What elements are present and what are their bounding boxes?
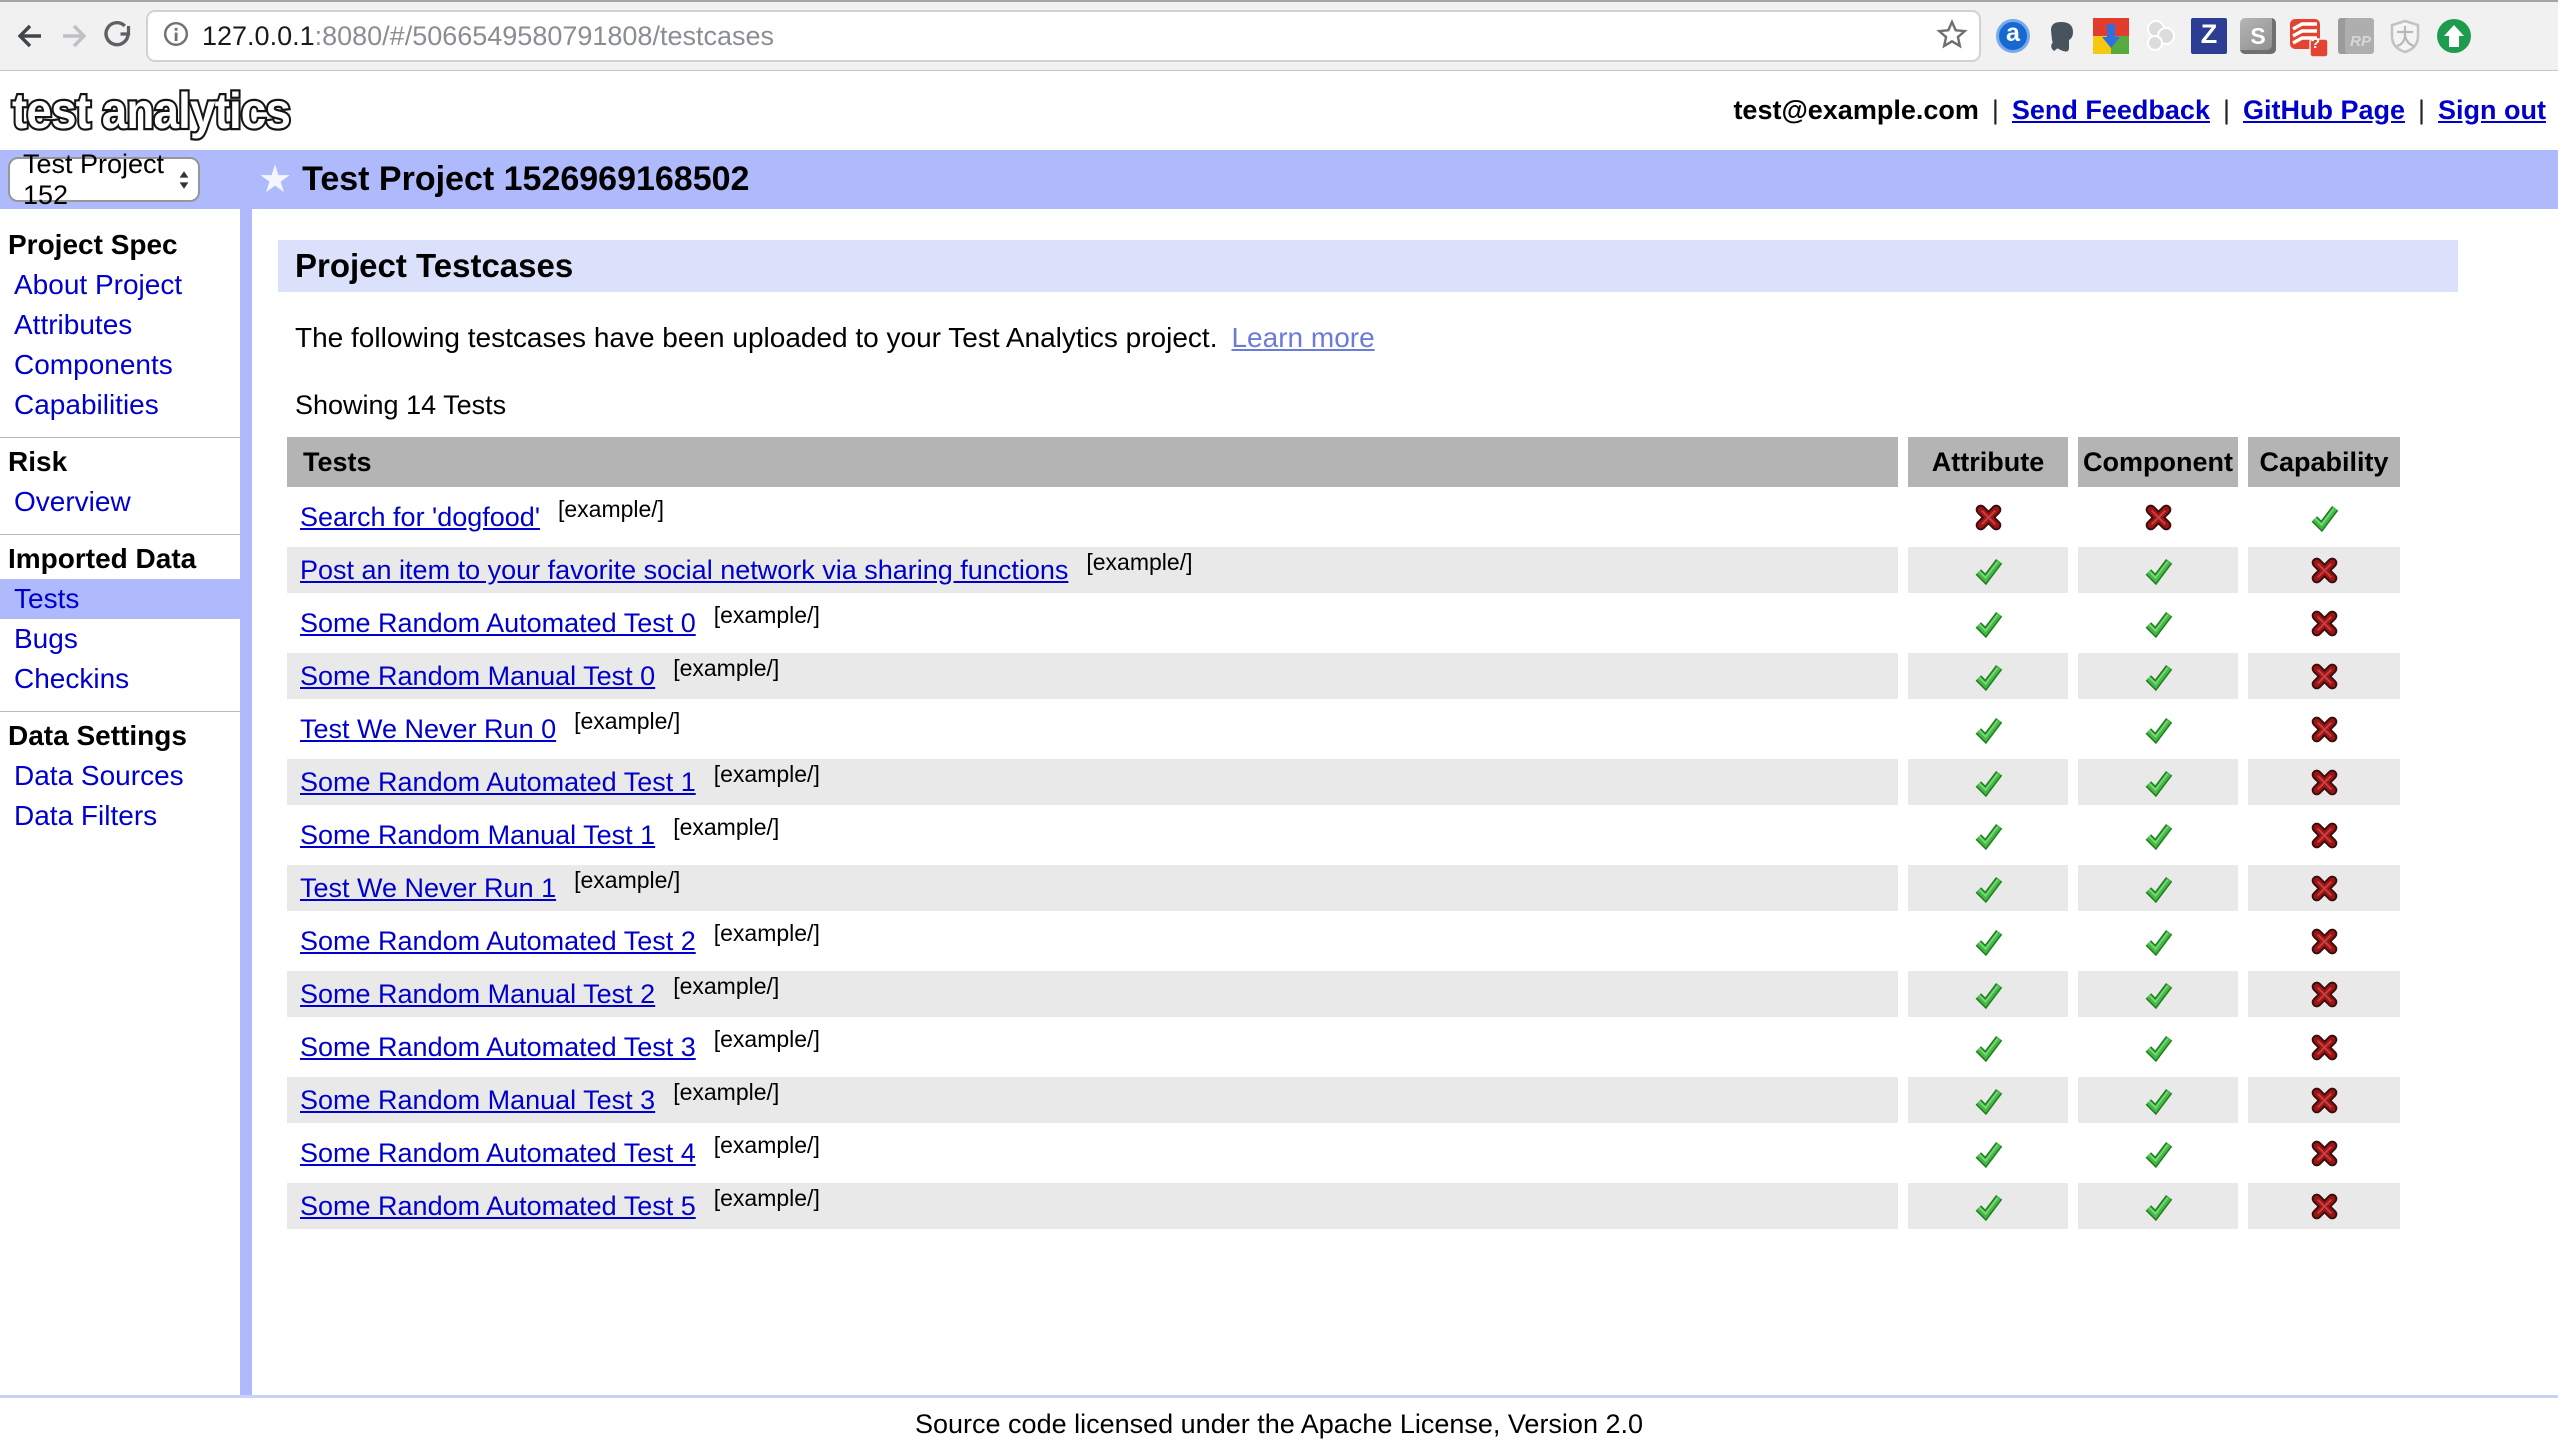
project-bar bbox=[0, 150, 2558, 209]
account-links bbox=[1733, 95, 2546, 126]
pass-check-icon bbox=[1973, 555, 2004, 586]
attribute-mark-cell bbox=[1908, 812, 2068, 858]
pass-check-icon bbox=[1973, 820, 2004, 851]
todoist-question-icon[interactable] bbox=[2289, 18, 2325, 54]
favorite-star-icon[interactable]: ★ bbox=[258, 158, 293, 201]
extension-toolbar bbox=[1995, 18, 2472, 54]
component-mark-cell bbox=[2078, 1130, 2238, 1176]
example-tag: [example/] bbox=[574, 866, 681, 893]
intro-text bbox=[295, 322, 2558, 354]
sidebar-item-data-filters[interactable]: Data Filters bbox=[14, 800, 158, 831]
pass-check-icon bbox=[2143, 1085, 2174, 1116]
url-path: :8080/#/5066549580791808/testcases bbox=[314, 20, 775, 51]
browser-chrome bbox=[0, 0, 2558, 71]
s-keycap-icon[interactable] bbox=[2240, 18, 2276, 54]
table-row bbox=[287, 759, 2400, 805]
pass-check-icon bbox=[1973, 608, 2004, 639]
download-manager-icon[interactable] bbox=[2093, 18, 2129, 54]
table-row bbox=[287, 600, 2400, 646]
fail-x-icon bbox=[2309, 767, 2340, 798]
capability-mark-cell bbox=[2248, 1024, 2400, 1070]
capability-mark-cell bbox=[2248, 759, 2400, 805]
pass-check-icon bbox=[1973, 767, 2004, 798]
separator: | bbox=[1991, 95, 1999, 125]
intro-sentence: The following testcases have been uploaded to your Test Analytics project. bbox=[295, 322, 1218, 353]
testcase-name-cell bbox=[287, 1077, 1898, 1123]
testcase-name-cell bbox=[287, 547, 1898, 593]
testcase-link[interactable]: Some Random Automated Test 3 bbox=[300, 1031, 696, 1062]
app-header bbox=[0, 71, 2558, 150]
fail-x-icon bbox=[2309, 1191, 2340, 1222]
table-row bbox=[287, 706, 2400, 752]
capability-mark-cell bbox=[2248, 812, 2400, 858]
component-mark-cell bbox=[2078, 1183, 2238, 1229]
example-tag: [example/] bbox=[713, 1131, 820, 1158]
testcase-name-cell bbox=[287, 494, 1898, 540]
tabs-cluster-icon[interactable] bbox=[2142, 18, 2178, 54]
fail-x-icon bbox=[2309, 926, 2340, 957]
zotero-icon-glyph: Z bbox=[2200, 19, 2218, 49]
capability-mark-cell bbox=[2248, 865, 2400, 911]
attribute-mark-cell bbox=[1908, 653, 2068, 699]
table-row bbox=[287, 547, 2400, 593]
user-email: test@example.com bbox=[1733, 95, 1979, 125]
column-header-attribute: Attribute bbox=[1908, 437, 2068, 487]
back-icon[interactable] bbox=[12, 18, 48, 54]
sidebar-item-about-project[interactable]: About Project bbox=[14, 269, 183, 300]
component-mark-cell bbox=[2078, 918, 2238, 964]
component-mark-cell bbox=[2078, 1024, 2238, 1070]
rp-book-icon-glyph: RP bbox=[2350, 33, 2371, 50]
example-tag: [example/] bbox=[557, 495, 665, 522]
pass-check-icon bbox=[2143, 979, 2174, 1010]
sidebar-item-checkins[interactable]: Checkins bbox=[14, 663, 130, 694]
amazon-assistant-icon-glyph: a bbox=[2006, 19, 2020, 47]
testcase-link[interactable]: Search for 'dogfood' bbox=[300, 501, 540, 532]
pass-check-icon bbox=[2309, 502, 2340, 533]
testcase-link[interactable]: Some Random Manual Test 2 bbox=[300, 978, 656, 1009]
example-tag: [example/] bbox=[713, 1184, 820, 1211]
reload-icon[interactable] bbox=[100, 18, 136, 54]
testcase-link[interactable]: Some Random Automated Test 5 bbox=[300, 1190, 696, 1221]
component-mark-cell bbox=[2078, 494, 2238, 540]
column-header-capability: Capability bbox=[2248, 437, 2400, 487]
sign-out-link[interactable]: Sign out bbox=[2438, 95, 2546, 125]
attribute-mark-cell bbox=[1908, 1077, 2068, 1123]
capability-mark-cell bbox=[2248, 1130, 2400, 1176]
capability-mark-cell bbox=[2248, 971, 2400, 1017]
sidebar-item-attributes[interactable]: Attributes bbox=[14, 309, 133, 340]
component-mark-cell bbox=[2078, 653, 2238, 699]
testcase-link[interactable]: Test We Never Run 1 bbox=[300, 872, 557, 903]
table-header-row bbox=[287, 437, 2400, 487]
capability-mark-cell bbox=[2248, 653, 2400, 699]
s-keycap-icon-glyph: S bbox=[2250, 22, 2266, 49]
attribute-mark-cell bbox=[1908, 1130, 2068, 1176]
pass-check-icon bbox=[1973, 873, 2004, 904]
fail-x-icon bbox=[2309, 1138, 2340, 1169]
component-mark-cell bbox=[2078, 547, 2238, 593]
sidebar-item-overview[interactable]: Overview bbox=[14, 486, 131, 517]
table-row bbox=[287, 812, 2400, 858]
attribute-mark-cell bbox=[1908, 1183, 2068, 1229]
example-tag: [example/] bbox=[713, 760, 820, 787]
github-page-link[interactable]: GitHub Page bbox=[2242, 95, 2405, 125]
url-host: 127.0.0.1 bbox=[202, 20, 315, 51]
testcase-name-cell bbox=[287, 600, 1898, 646]
example-tag: [example/] bbox=[673, 654, 780, 681]
testcase-name-cell bbox=[287, 971, 1898, 1017]
testcases-table bbox=[277, 430, 2410, 1236]
sidebar-item-components[interactable]: Components bbox=[14, 349, 173, 380]
sidebar-section-imported-data: Imported Data bbox=[8, 543, 197, 574]
capability-mark-cell bbox=[2248, 600, 2400, 646]
example-tag: [example/] bbox=[713, 919, 820, 946]
sidebar-item-tests[interactable]: Tests bbox=[0, 579, 252, 619]
alipay-shield-icon[interactable] bbox=[2387, 18, 2423, 54]
browser-nav bbox=[0, 18, 136, 54]
pass-check-icon bbox=[1973, 979, 2004, 1010]
fail-x-icon bbox=[2309, 1032, 2340, 1063]
testcase-name-cell bbox=[287, 1024, 1898, 1070]
component-mark-cell bbox=[2078, 865, 2238, 911]
example-tag: [example/] bbox=[713, 1025, 820, 1052]
project-selector-value: Test Project 152 bbox=[23, 148, 165, 210]
bookmark-star-icon[interactable] bbox=[1935, 17, 1969, 56]
amazon-assistant-icon[interactable] bbox=[1995, 18, 2031, 54]
license-text: Source code licensed under the Apache License, Version 2.0 bbox=[915, 1409, 1643, 1439]
pass-check-icon bbox=[2143, 608, 2174, 639]
pass-check-icon bbox=[2143, 873, 2174, 904]
testcase-link[interactable]: Post an item to your favorite social network via sharing functions bbox=[300, 554, 1069, 585]
pass-check-icon bbox=[1973, 1085, 2004, 1116]
pass-check-icon bbox=[2143, 820, 2174, 851]
fail-x-icon bbox=[2309, 873, 2340, 904]
learn-more-link[interactable]: Learn more bbox=[1231, 322, 1375, 353]
fail-x-icon bbox=[2309, 555, 2340, 586]
select-arrows-icon bbox=[178, 166, 190, 194]
top-arrow-icon[interactable] bbox=[2436, 18, 2472, 54]
testcase-link[interactable]: Some Random Manual Test 3 bbox=[300, 1084, 656, 1115]
testcase-link[interactable]: Some Random Automated Test 2 bbox=[300, 925, 696, 956]
table-row bbox=[287, 1183, 2400, 1229]
capability-mark-cell bbox=[2248, 547, 2400, 593]
pass-check-icon bbox=[1973, 926, 2004, 957]
pass-check-icon bbox=[1973, 1032, 2004, 1063]
fail-x-icon bbox=[2309, 1085, 2340, 1116]
sidebar bbox=[0, 209, 252, 1395]
fail-x-icon bbox=[2309, 714, 2340, 745]
attribute-mark-cell bbox=[1908, 494, 2068, 540]
testcase-name-cell bbox=[287, 1183, 1898, 1229]
separator: | bbox=[2222, 95, 2230, 125]
table-row bbox=[287, 1130, 2400, 1176]
testcase-name-cell bbox=[287, 759, 1898, 805]
pass-check-icon bbox=[1973, 1138, 2004, 1169]
component-mark-cell bbox=[2078, 600, 2238, 646]
testcase-link[interactable]: Some Random Automated Test 4 bbox=[300, 1137, 696, 1168]
component-mark-cell bbox=[2078, 971, 2238, 1017]
evernote-icon[interactable] bbox=[2044, 18, 2080, 54]
project-selector[interactable] bbox=[8, 148, 200, 210]
fail-x-icon bbox=[2309, 608, 2340, 639]
rp-book-icon[interactable] bbox=[2338, 18, 2374, 54]
separator: | bbox=[2418, 95, 2426, 125]
pass-check-icon bbox=[2143, 767, 2174, 798]
pass-check-icon bbox=[2143, 926, 2174, 957]
forward-icon[interactable] bbox=[56, 18, 92, 54]
sidebar-section-risk: Risk bbox=[8, 446, 68, 477]
table-row bbox=[287, 653, 2400, 699]
url-bar[interactable] bbox=[146, 10, 1981, 62]
testcase-name-cell bbox=[287, 706, 1898, 752]
example-tag: [example/] bbox=[713, 601, 820, 628]
attribute-mark-cell bbox=[1908, 971, 2068, 1017]
todoist-question-icon-glyph: ? bbox=[2310, 35, 2321, 52]
component-mark-cell bbox=[2078, 812, 2238, 858]
pass-check-icon bbox=[2143, 1191, 2174, 1222]
page-title: Project Testcases bbox=[278, 240, 2458, 292]
capability-mark-cell bbox=[2248, 918, 2400, 964]
testcase-name-cell bbox=[287, 653, 1898, 699]
sidebar-section-data-settings: Data Settings bbox=[8, 720, 187, 751]
fail-x-icon bbox=[2309, 661, 2340, 692]
attribute-mark-cell bbox=[1908, 1024, 2068, 1070]
project-title: Test Project 1526969168502 bbox=[302, 160, 750, 198]
zotero-icon[interactable] bbox=[2191, 18, 2227, 54]
attribute-mark-cell bbox=[1908, 706, 2068, 752]
testcase-link[interactable]: Some Random Automated Test 1 bbox=[300, 766, 696, 797]
fail-x-icon bbox=[1973, 502, 2004, 533]
send-feedback-link[interactable]: Send Feedback bbox=[2011, 95, 2210, 125]
example-tag: [example/] bbox=[574, 707, 681, 734]
main-panel bbox=[252, 209, 2558, 1395]
pass-check-icon bbox=[2143, 1138, 2174, 1169]
sidebar-item-capabilities[interactable]: Capabilities bbox=[14, 389, 159, 420]
pass-check-icon bbox=[1973, 661, 2004, 692]
logo-text: test analytics bbox=[12, 82, 290, 139]
showing-count: Showing 14 Tests bbox=[295, 390, 507, 420]
attribute-mark-cell bbox=[1908, 918, 2068, 964]
sidebar-section-project-spec: Project Spec bbox=[8, 229, 178, 260]
page-footer bbox=[0, 1395, 2558, 1451]
attribute-mark-cell bbox=[1908, 759, 2068, 805]
sidebar-item-bugs[interactable]: Bugs bbox=[14, 623, 78, 654]
testcase-link[interactable]: Some Random Manual Test 0 bbox=[300, 660, 656, 691]
component-mark-cell bbox=[2078, 706, 2238, 752]
testcase-name-cell bbox=[287, 918, 1898, 964]
app-logo bbox=[8, 78, 308, 144]
fail-x-icon bbox=[2309, 979, 2340, 1010]
table-row bbox=[287, 971, 2400, 1017]
example-tag: [example/] bbox=[673, 813, 780, 840]
testcase-link[interactable]: Test We Never Run 0 bbox=[300, 713, 557, 744]
testcase-link[interactable]: Some Random Automated Test 0 bbox=[300, 607, 696, 638]
pass-check-icon bbox=[2143, 661, 2174, 692]
capability-mark-cell bbox=[2248, 1183, 2400, 1229]
testcase-link[interactable]: Some Random Manual Test 1 bbox=[300, 819, 656, 850]
table-row bbox=[287, 494, 2400, 540]
content-area bbox=[0, 209, 2558, 1395]
fail-x-icon bbox=[2309, 820, 2340, 851]
capability-mark-cell bbox=[2248, 494, 2400, 540]
pass-check-icon bbox=[1973, 1191, 2004, 1222]
sidebar-item-data-sources[interactable]: Data Sources bbox=[14, 760, 184, 791]
attribute-mark-cell bbox=[1908, 865, 2068, 911]
table-row bbox=[287, 918, 2400, 964]
table-row bbox=[287, 865, 2400, 911]
column-header-component: Component bbox=[2078, 437, 2238, 487]
column-header-tests: Tests bbox=[287, 437, 1898, 487]
component-mark-cell bbox=[2078, 759, 2238, 805]
attribute-mark-cell bbox=[1908, 600, 2068, 646]
table-row bbox=[287, 1024, 2400, 1070]
testcase-name-cell bbox=[287, 865, 1898, 911]
url-text bbox=[202, 21, 774, 52]
capability-mark-cell bbox=[2248, 706, 2400, 752]
attribute-mark-cell bbox=[1908, 547, 2068, 593]
table-row bbox=[287, 1077, 2400, 1123]
pass-check-icon bbox=[1973, 714, 2004, 745]
example-tag: [example/] bbox=[673, 972, 780, 999]
pass-check-icon bbox=[2143, 555, 2174, 586]
example-tag: [example/] bbox=[1086, 548, 1193, 575]
component-mark-cell bbox=[2078, 1077, 2238, 1123]
testcase-name-cell bbox=[287, 1130, 1898, 1176]
example-tag: [example/] bbox=[673, 1078, 780, 1105]
capability-mark-cell bbox=[2248, 1077, 2400, 1123]
pass-check-icon bbox=[2143, 1032, 2174, 1063]
testcase-name-cell bbox=[287, 812, 1898, 858]
pass-check-icon bbox=[2143, 714, 2174, 745]
fail-x-icon bbox=[2143, 502, 2174, 533]
page-info-icon[interactable] bbox=[160, 18, 192, 55]
